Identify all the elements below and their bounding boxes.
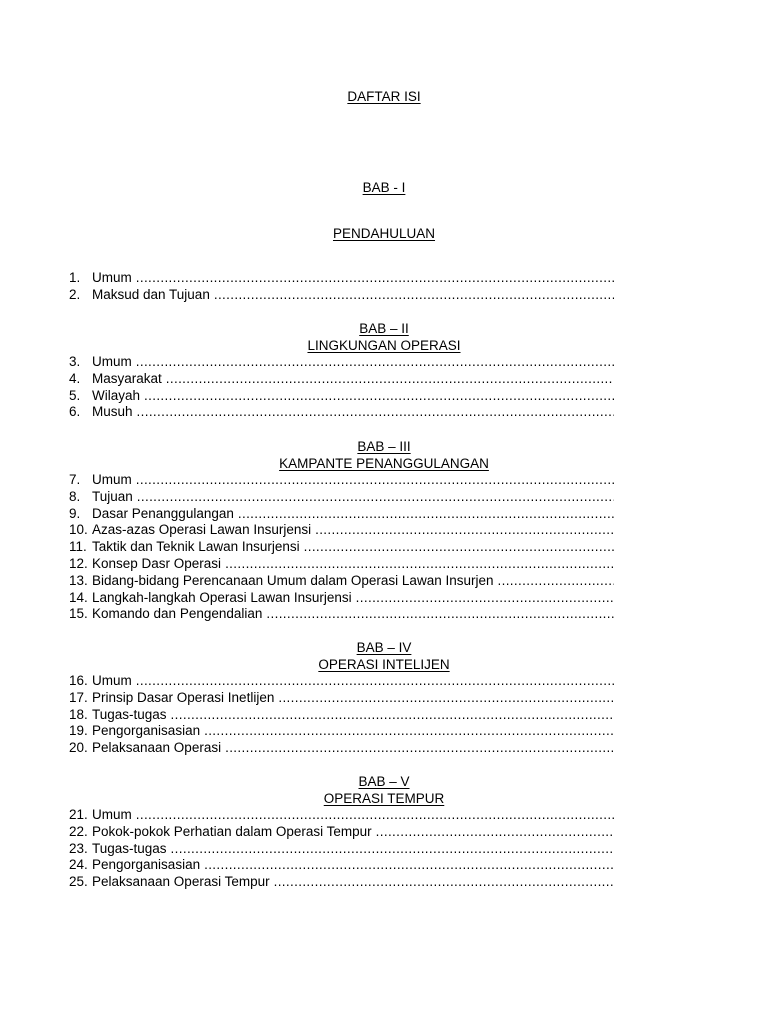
- doc-title: DAFTAR ISI: [347, 89, 421, 104]
- entry-number: 4.: [69, 370, 81, 386]
- entry-number: 13.: [69, 572, 88, 588]
- entry-title: Azas-azas Operasi Lawan Insurjensi: [92, 522, 312, 538]
- entry-title: Pokok-pokok Perhatian dalam Operasi Tempur: [92, 823, 372, 839]
- entry-title: Umum: [92, 472, 132, 487]
- dot-leader: [137, 404, 614, 421]
- toc-entry[interactable]: [69, 723, 614, 740]
- entry-title: Tugas-tugas: [92, 706, 167, 722]
- chapter-name: OPERASI INTELIJEN: [318, 657, 450, 672]
- toc-list: [69, 270, 614, 304]
- toc-entry[interactable]: [69, 489, 614, 506]
- entry-title: Umum: [92, 807, 132, 822]
- entry-title: Dasar Penanggulangan: [92, 505, 234, 521]
- dot-leader: [315, 522, 614, 539]
- entry-title: Musuh: [92, 404, 133, 420]
- entry-number: 3.: [69, 354, 81, 369]
- entry-title: Maksud dan Tujuan: [92, 286, 210, 302]
- entry-number: 8.: [69, 488, 81, 504]
- dot-leader: [136, 673, 614, 690]
- toc-entry[interactable]: [69, 841, 614, 858]
- chapter-name: PENDAHULUAN: [332, 226, 436, 241]
- chapter-name: OPERASI TEMPUR: [323, 791, 445, 806]
- toc-entry[interactable]: [69, 506, 614, 523]
- dot-leader: [136, 354, 614, 371]
- entry-title: Prinsip Dasar Operasi Inetlijen: [92, 689, 275, 705]
- entry-number: 10.: [69, 522, 88, 538]
- dot-leader: [225, 740, 614, 757]
- entry-number: 22.: [69, 823, 88, 839]
- entry-number: 2.: [69, 286, 81, 302]
- dot-leader: [278, 690, 614, 707]
- dot-leader: [356, 590, 614, 607]
- dot-leader: [171, 707, 614, 724]
- toc-entry[interactable]: [69, 556, 614, 573]
- chapter-heading: BAB – III: [357, 439, 411, 454]
- entry-number: 15.: [69, 606, 88, 622]
- dot-leader: [136, 807, 614, 824]
- entry-title: Wilayah: [92, 387, 141, 403]
- entry-title: Pengorganisasian: [92, 723, 201, 739]
- dot-leader: [214, 287, 614, 304]
- toc-entry[interactable]: [69, 606, 614, 623]
- dot-leader: [238, 506, 614, 523]
- chapter-name: LINGKUNGAN OPERASI: [307, 338, 461, 353]
- entry-title: Taktik dan Teknik Lawan Insurjensi: [92, 539, 300, 555]
- entry-number: 18.: [69, 706, 88, 722]
- entry-title: Pelaksanaan Operasi: [92, 740, 222, 756]
- toc-entry[interactable]: [69, 874, 614, 891]
- entry-number: 14.: [69, 589, 88, 605]
- toc-entry[interactable]: [69, 673, 614, 690]
- toc-entry[interactable]: [69, 522, 614, 539]
- toc-entry[interactable]: [69, 807, 614, 824]
- dot-leader: [376, 824, 614, 841]
- toc-entry[interactable]: [69, 371, 614, 388]
- dot-leader: [171, 841, 614, 858]
- entry-number: 19.: [69, 723, 88, 739]
- toc-entry[interactable]: [69, 824, 614, 841]
- toc-list: [69, 472, 614, 623]
- entry-title: Bidang-bidang Perencanaan Umum dalam Operasi Lawan Insurjen: [92, 572, 494, 588]
- dot-leader: [204, 723, 614, 740]
- chapter-heading: BAB – IV: [356, 640, 412, 655]
- dot-leader: [137, 489, 614, 506]
- entry-number: 5.: [69, 387, 81, 403]
- dot-leader: [136, 472, 614, 489]
- chapter-name: KAMPANTE PENANGGULANGAN: [279, 456, 489, 471]
- entry-title: Umum: [92, 673, 132, 688]
- toc-list: [69, 807, 614, 891]
- toc-entry[interactable]: [69, 690, 614, 707]
- toc-entry[interactable]: [69, 539, 614, 556]
- entry-number: 25.: [69, 874, 88, 890]
- entry-title: Pelaksanaan Operasi Tempur: [92, 874, 270, 890]
- entry-number: 21.: [69, 807, 88, 822]
- entry-title: Umum: [92, 354, 132, 369]
- toc-entry[interactable]: [69, 404, 614, 421]
- entry-number: 12.: [69, 555, 88, 571]
- toc-list: [69, 354, 614, 421]
- entry-number: 24.: [69, 857, 88, 873]
- chapter-heading: BAB - I: [362, 180, 406, 195]
- toc-entry[interactable]: [69, 590, 614, 607]
- entry-number: 16.: [69, 673, 88, 688]
- toc-entry[interactable]: [69, 472, 614, 489]
- entry-title: Langkah-langkah Operasi Lawan Insurjensi: [92, 589, 352, 605]
- toc-entry[interactable]: [69, 573, 614, 590]
- dot-leader: [204, 857, 614, 874]
- dot-leader: [266, 606, 614, 623]
- entry-title: Konsep Dasr Operasi: [92, 555, 222, 571]
- entry-number: 23.: [69, 840, 88, 856]
- chapter-heading: BAB – V: [358, 774, 410, 789]
- toc-entry[interactable]: [69, 354, 614, 371]
- toc-entry[interactable]: [69, 388, 614, 405]
- entry-number: 6.: [69, 404, 81, 420]
- toc-entry[interactable]: [69, 287, 614, 304]
- chapter-heading: BAB – II: [359, 321, 409, 336]
- dot-leader: [225, 556, 614, 573]
- entry-title: Komando dan Pengendalian: [92, 606, 263, 622]
- dot-leader: [274, 874, 614, 891]
- toc-entry[interactable]: [69, 270, 614, 287]
- entry-title: Tujuan: [92, 488, 133, 504]
- entry-title: Masyarakat: [92, 370, 162, 386]
- entry-number: 20.: [69, 740, 88, 756]
- dot-leader: [498, 573, 615, 590]
- entry-title: Pengorganisasian: [92, 857, 201, 873]
- entry-title: Tugas-tugas: [92, 840, 167, 856]
- entry-number: 1.: [69, 270, 81, 285]
- entry-title: Umum: [92, 270, 132, 285]
- toc-list: [69, 673, 614, 757]
- dot-leader: [304, 539, 614, 556]
- toc-entry[interactable]: [69, 857, 614, 874]
- entry-number: 9.: [69, 505, 81, 521]
- entry-number: 7.: [69, 472, 81, 487]
- dot-leader: [136, 270, 614, 287]
- entry-number: 11.: [69, 539, 87, 555]
- toc-entry[interactable]: [69, 707, 614, 724]
- toc-entry[interactable]: [69, 740, 614, 757]
- dot-leader: [166, 371, 614, 388]
- entry-number: 17.: [69, 689, 88, 705]
- dot-leader: [144, 388, 614, 405]
